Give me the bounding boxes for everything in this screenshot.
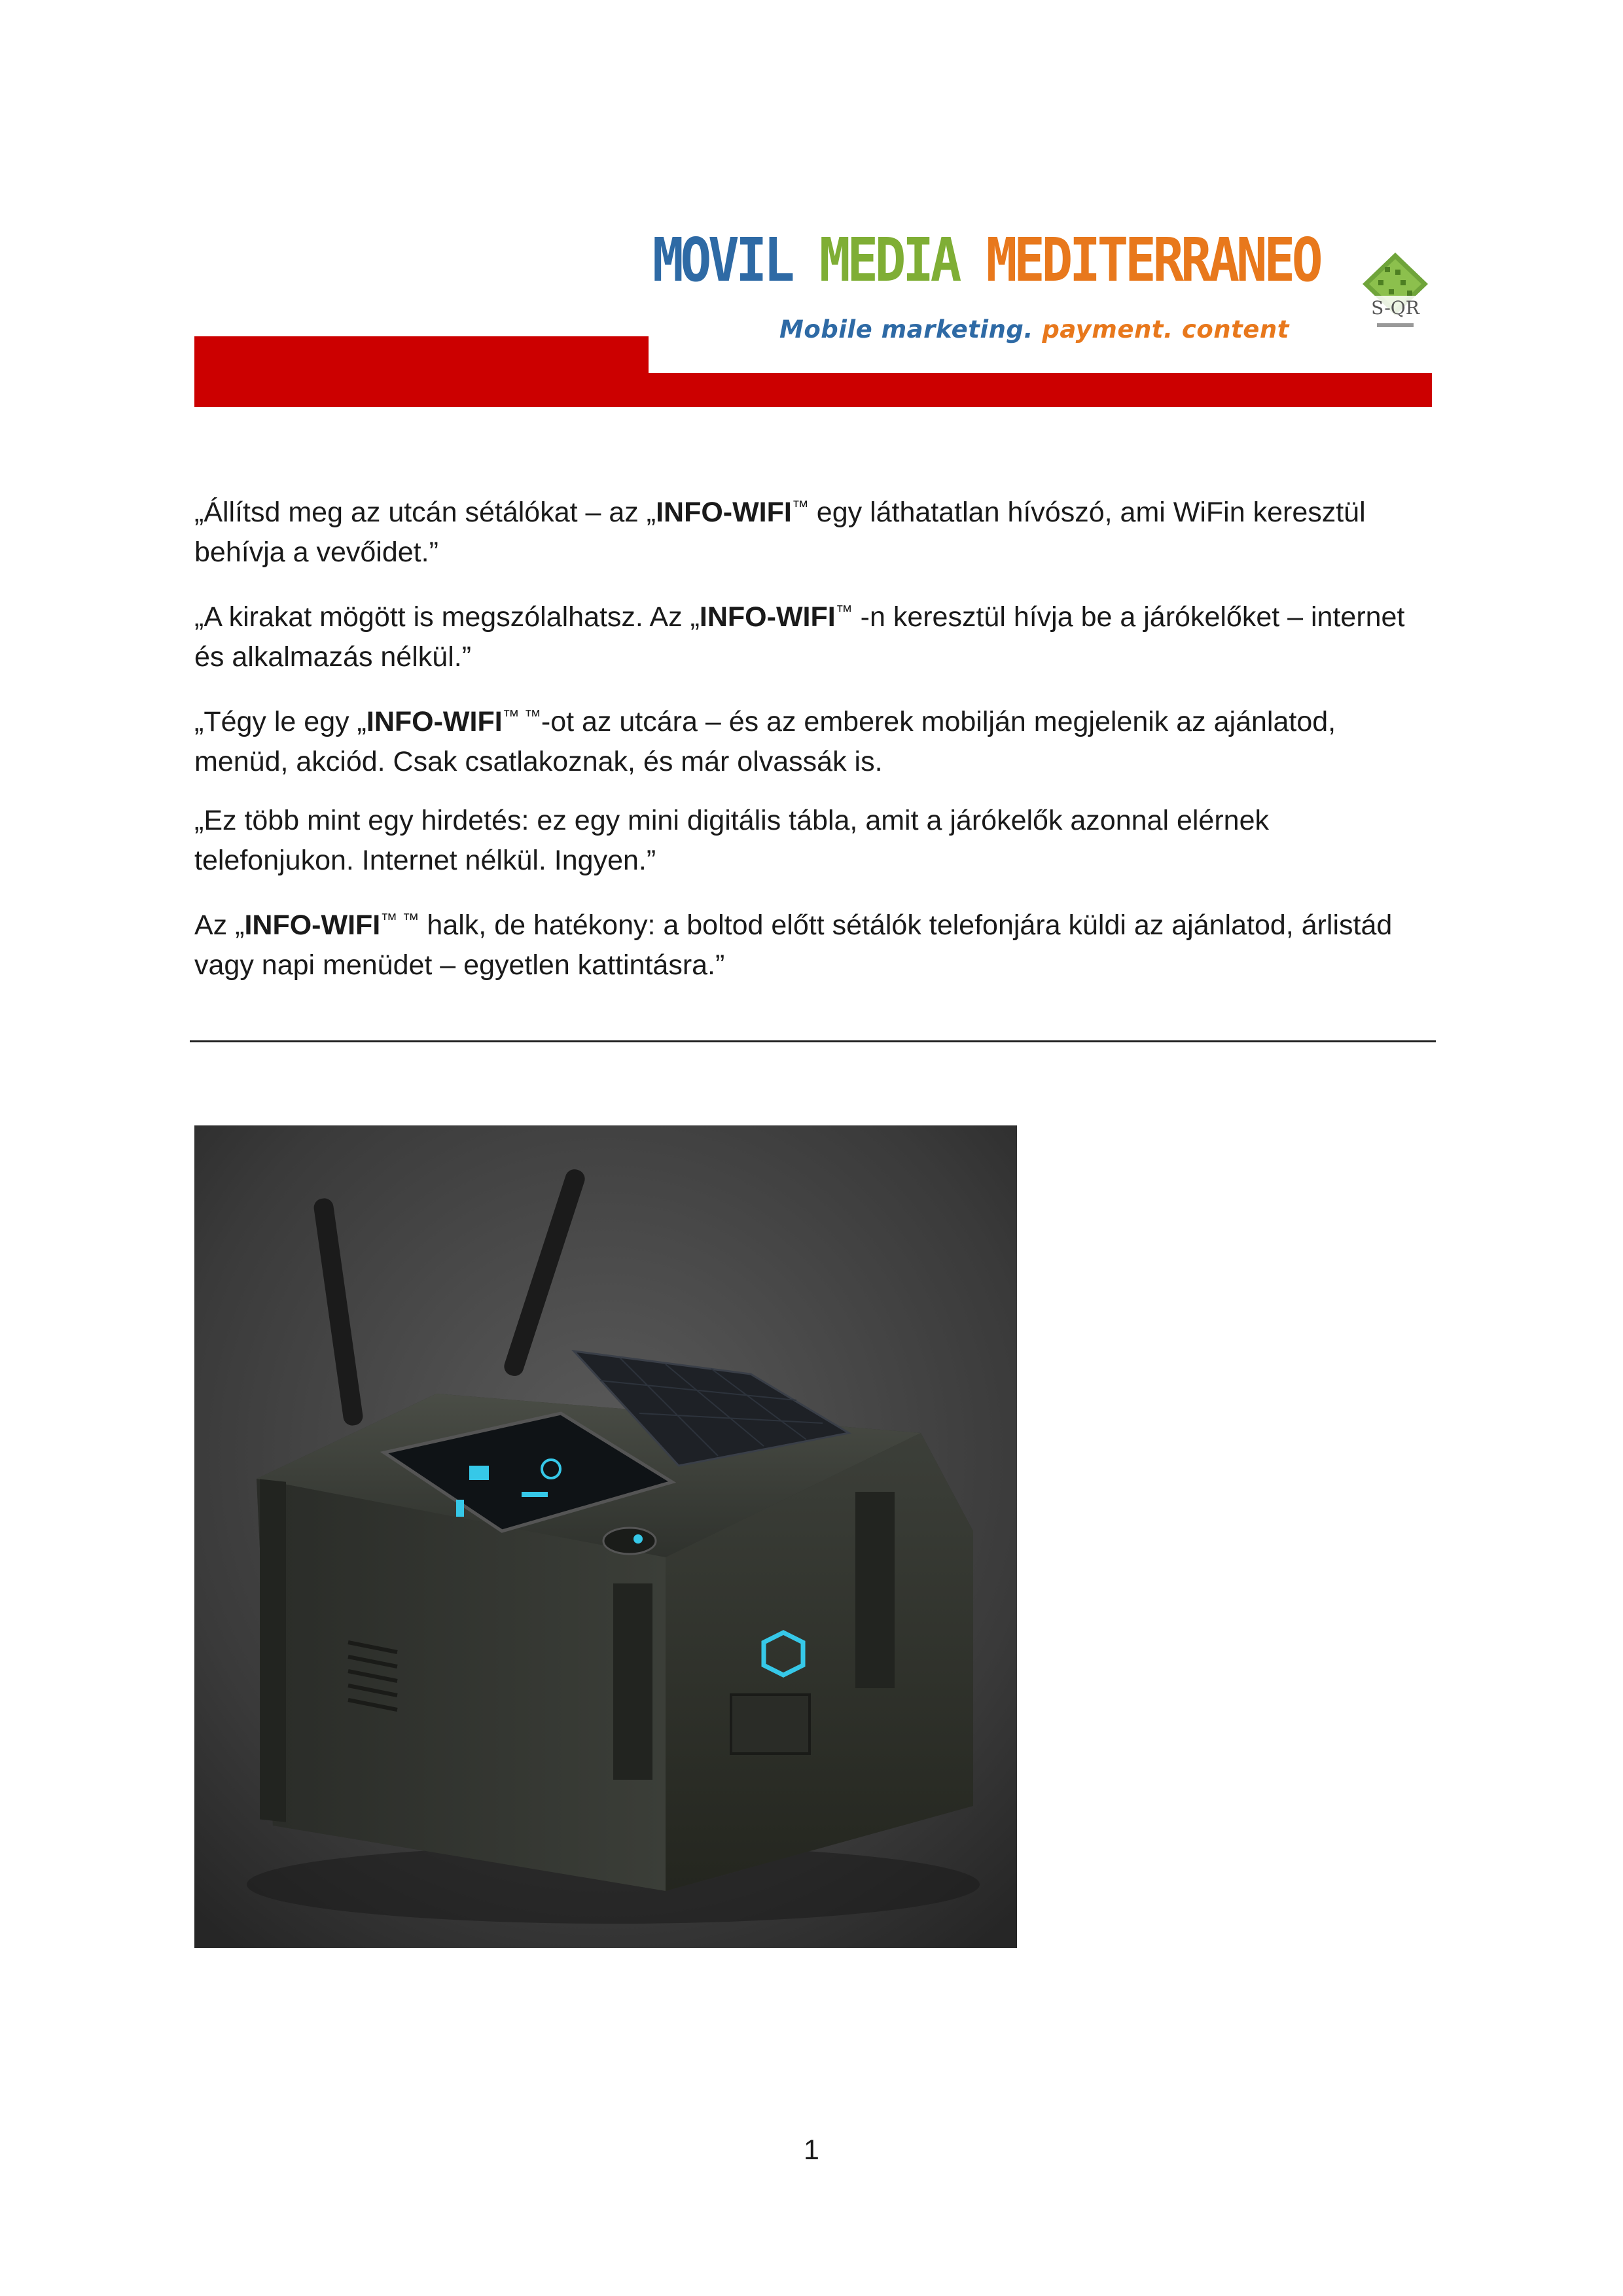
paragraph [194, 592, 1435, 677]
paragraph-text: „Ez több mint egy hirdetés: ez egy mini digitális tábla, amit a járókelők azonnal elérnek telefonjukon. Internet nélkül. Ingyen.” [194, 805, 1269, 876]
paragraph [194, 487, 1435, 573]
paragraph-text: „Tégy le egy „ [194, 706, 366, 737]
brand-name: INFO-WIFI [656, 497, 792, 528]
paragraph-text: Az „ [194, 910, 245, 941]
page-number: 1 [804, 2134, 819, 2166]
paragraph-text: -ot az utcára – és az emberek mobilján megjelenik az ajánlatod, menüd, akciód. Csak csatlakoznak, és már olvassák is. [194, 706, 1336, 777]
body-text [194, 487, 1435, 1004]
header-red-bar-right [649, 373, 1432, 407]
info-wifi-device-image [194, 1125, 1017, 1948]
logo-word-movil: MOVIL [652, 225, 792, 295]
paragraph [194, 696, 1435, 782]
tagline-payment: payment [1042, 315, 1164, 344]
paragraph-text: halk, de hatékony: a boltod előtt sétálók telefonjára küldi az ajánlatod, árlistád vagy napi menüdet – egyetlen kattintásra.” [194, 910, 1393, 981]
paragraph-text: „Állítsd meg az utcán sétálókat – az „ [194, 497, 656, 528]
paragraph-text: egy láthatatlan hívószó, ami WiFin keresztül behívja a vevőidet.” [194, 497, 1366, 568]
badge-text: S-QR [1371, 297, 1419, 319]
paragraph [194, 900, 1435, 985]
trademark-mark: ™ ™ [502, 706, 541, 726]
tagline-mobile-marketing: Mobile marketing [779, 315, 1024, 344]
brand-name: INFO-WIFI [366, 706, 503, 737]
header-red-bar-left [194, 336, 649, 407]
paragraph [194, 801, 1435, 881]
trademark-mark: ™ [835, 601, 853, 621]
logo-title [652, 225, 1319, 295]
paragraph-text: „A kirakat mögött is megszólalhatsz. Az „ [194, 601, 700, 633]
paragraph-text: -n keresztül hívja be a járókelőket – internet és alkalmazás nélkül.” [194, 601, 1405, 673]
tagline-content: content [1181, 315, 1289, 344]
brand-name: INFO-WIFI [699, 601, 836, 633]
logo-tagline [779, 315, 1289, 344]
trademark-mark: ™ ™ [380, 910, 419, 929]
logo-word-mediterraneo: MEDITERRANEO [986, 225, 1320, 295]
tagline-separator: . [1024, 315, 1043, 344]
tagline-separator: . [1163, 315, 1182, 344]
sqr-badge-icon [1359, 250, 1432, 336]
logo-word-media: MEDIA [819, 225, 959, 295]
horizontal-divider [190, 1040, 1436, 1042]
company-logo [649, 196, 1432, 372]
trademark-mark: ™ [791, 497, 809, 516]
brand-name: INFO-WIFI [244, 910, 381, 941]
